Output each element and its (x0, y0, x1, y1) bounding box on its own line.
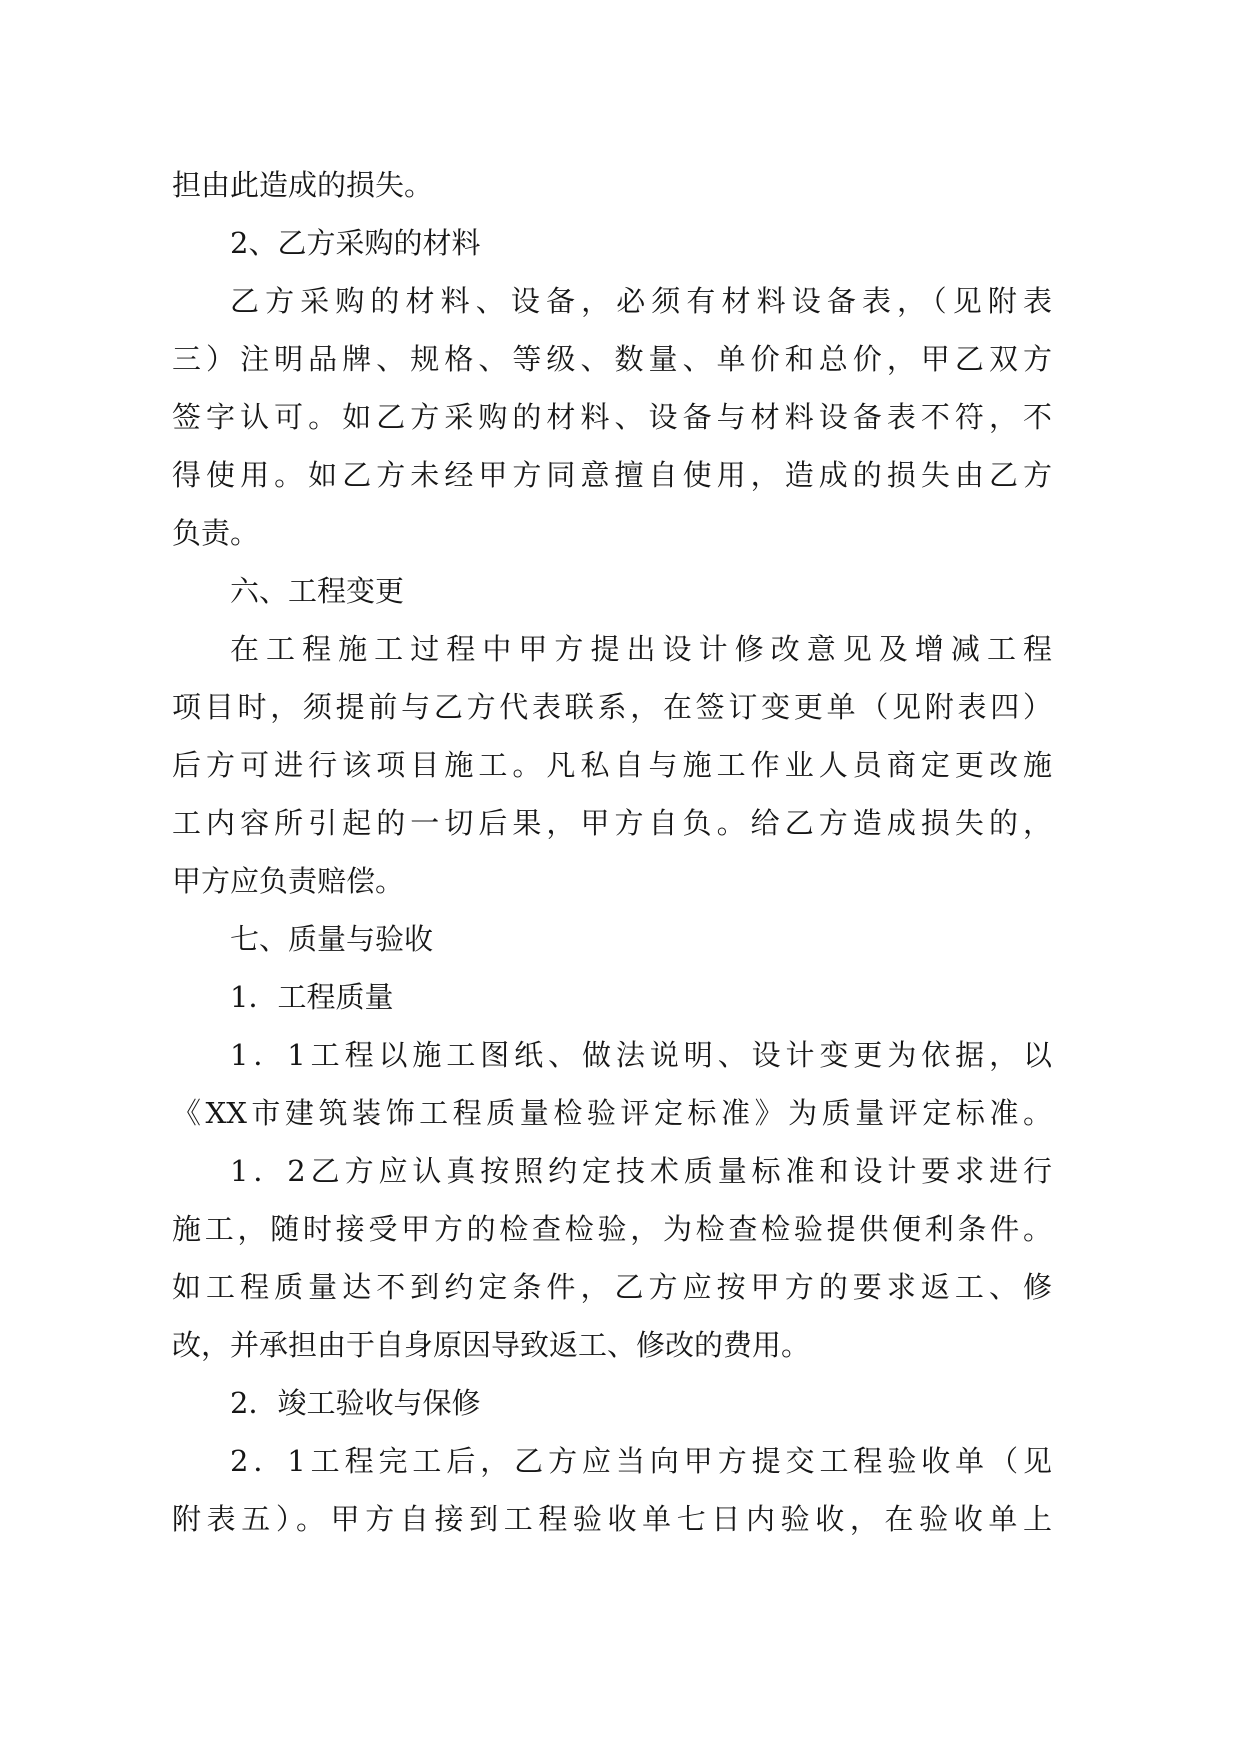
paragraph-line: 后方可进行该项目施工。凡私自与施工作业人员商定更改施 (172, 748, 1052, 782)
paragraph-line: 担由此造成的损失。 (172, 168, 434, 202)
paragraph-line: 项目时，须提前与乙方代表联系，在签订变更单（见附表四） (172, 690, 1052, 724)
paragraph-line: 工内容所引起的一切后果，甲方自负。给乙方造成损失的， (172, 806, 1052, 840)
paragraph-line: 附表五）。甲方自接到工程验收单七日内验收，在验收单上 (172, 1502, 1052, 1536)
paragraph-line: 《XX市建筑装饰工程质量检验评定标准》为质量评定标准。 (172, 1096, 1052, 1130)
section-heading: 六、工程变更 (230, 574, 405, 608)
clause-line: 1．1工程以施工图纸、做法说明、设计变更为依据，以 (230, 1038, 1052, 1072)
paragraph-line: 乙方采购的材料、设备，必须有材料设备表，（见附表 (230, 284, 1052, 318)
subsection-heading: 2、乙方采购的材料 (230, 226, 481, 260)
paragraph-line: 签字认可。如乙方采购的材料、设备与材料设备表不符，不 (172, 400, 1052, 434)
paragraph-line: 施工，随时接受甲方的检查检验，为检查检验提供便利条件。 (172, 1212, 1052, 1246)
paragraph-line: 改，并承担由于自身原因导致返工、修改的费用。 (172, 1328, 811, 1362)
paragraph-line: 得使用。如乙方未经甲方同意擅自使用，造成的损失由乙方 (172, 458, 1052, 492)
subsection-heading: 1．工程质量 (230, 980, 394, 1014)
clause-line: 1．2乙方应认真按照约定技术质量标准和设计要求进行 (230, 1154, 1052, 1188)
subsection-heading: 2．竣工验收与保修 (230, 1386, 481, 1420)
paragraph-line: 甲方应负责赔偿。 (172, 864, 405, 898)
paragraph-line: 负责。 (172, 516, 260, 550)
paragraph-line: 在工程施工过程中甲方提出设计修改意见及增减工程 (230, 632, 1052, 666)
clause-line: 2．1工程完工后，乙方应当向甲方提交工程验收单（见 (230, 1444, 1052, 1478)
paragraph-line: 三）注明品牌、规格、等级、数量、单价和总价，甲乙双方 (172, 342, 1052, 376)
document-page (172, 156, 1052, 1548)
section-heading: 七、质量与验收 (230, 922, 434, 956)
paragraph-line: 如工程质量达不到约定条件，乙方应按甲方的要求返工、修 (172, 1270, 1052, 1304)
